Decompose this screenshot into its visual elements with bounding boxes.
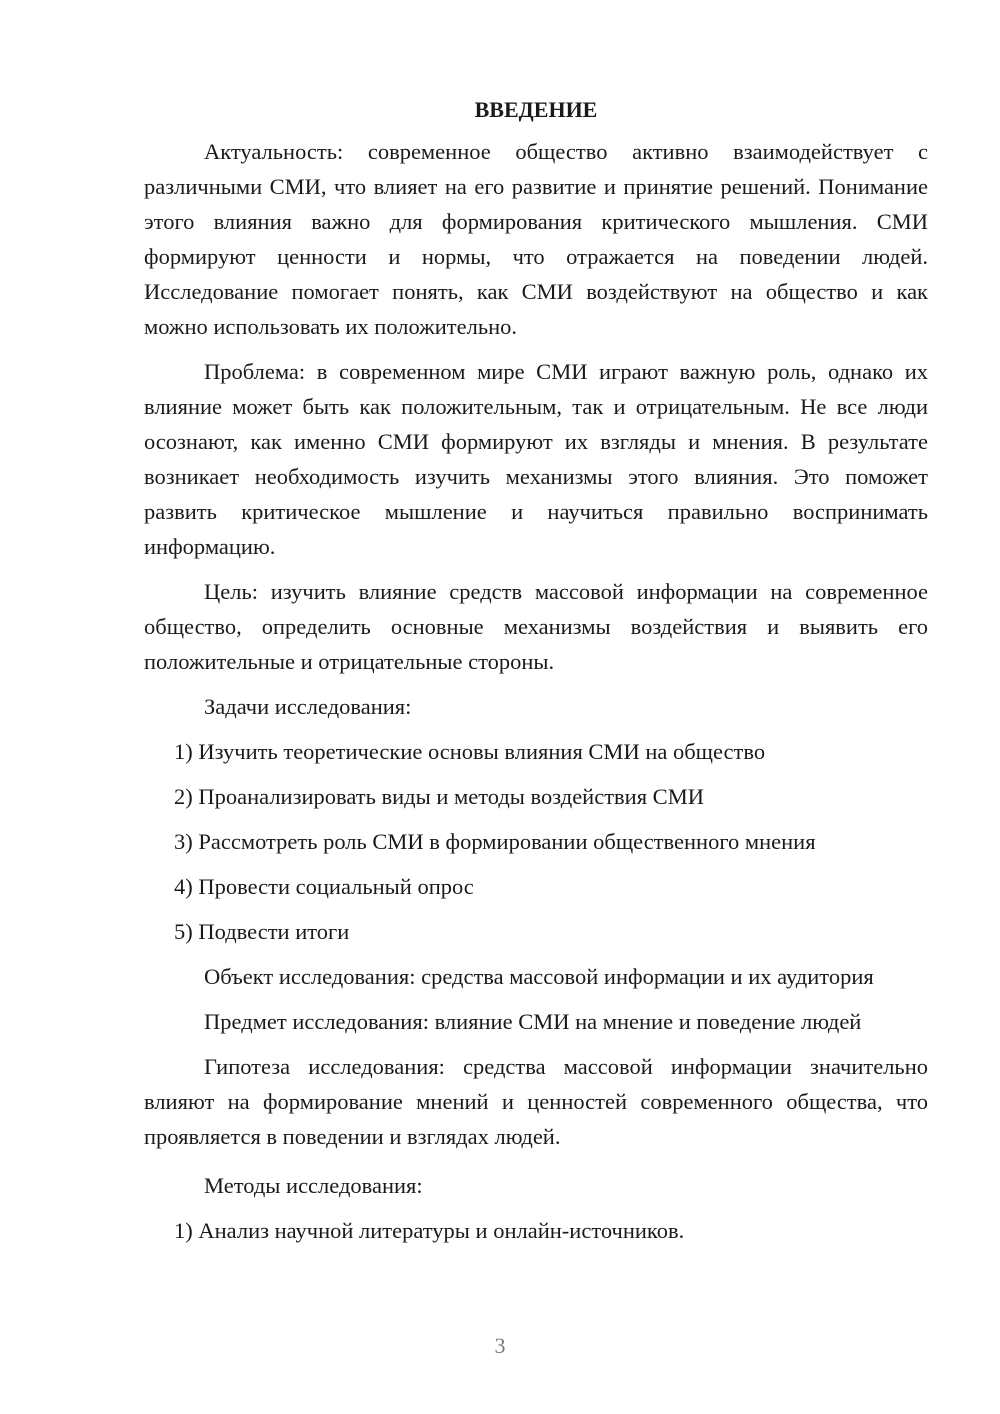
document-page: [144, 92, 928, 1258]
list-item: 4) Провести социальный опрос: [174, 874, 474, 899]
methods-list: [144, 1213, 928, 1248]
list-item: 5) Подвести итоги: [174, 919, 350, 944]
list-item: 2) Проанализировать виды и методы воздействия СМИ: [174, 784, 704, 809]
object-paragraph: Объект исследования: средства массовой информации и их аудитория: [204, 964, 874, 989]
methods-heading: Методы исследования:: [204, 1173, 423, 1198]
list-item: 1) Изучить теоретические основы влияния СМИ на общество: [174, 739, 766, 764]
subject-paragraph: Предмет исследования: влияние СМИ на мнение и поведение людей: [204, 1009, 862, 1034]
relevance-paragraph: Актуальность: современное общество активно взаимодействует с различными СМИ, что влияет на его развитие и принятие решений. Понимание этого влияния важно для формирования критического мышления. СМИ формируют ценности и нормы, что отражается на поведении людей. Исследование помогает понять, как СМИ воздействуют на общество и как можно использовать их положительно.: [144, 139, 928, 339]
hypothesis-paragraph: Гипотеза исследования: средства массовой информации значительно влияют на формирование мнений и ценностей современного общества, что проявляется в поведении и взглядах людей.: [144, 1054, 928, 1149]
tasks-heading: Задачи исследования:: [204, 694, 412, 719]
page-title: ВВЕДЕНИЕ: [474, 97, 598, 122]
list-item: 1) Анализ научной литературы и онлайн-источников.: [174, 1218, 685, 1243]
page-number: 3: [494, 1333, 506, 1358]
goal-paragraph: Цель: изучить влияние средств массовой информации на современное общество, определить основные механизмы воздействия и выявить его положительные и отрицательные стороны.: [144, 579, 928, 674]
problem-paragraph: Проблема: в современном мире СМИ играют важную роль, однако их влияние может быть как положительным, так и отрицательным. Не все люди осознают, как именно СМИ формируют их взгляды и мнения. В результате возникает необходимость изучить механизмы этого влияния. Это поможет развить критическое мышление и научиться правильно воспринимать информацию.: [144, 359, 928, 559]
list-item: 3) Рассмотреть роль СМИ в формировании общественного мнения: [174, 829, 816, 854]
tasks-list: [144, 734, 928, 949]
